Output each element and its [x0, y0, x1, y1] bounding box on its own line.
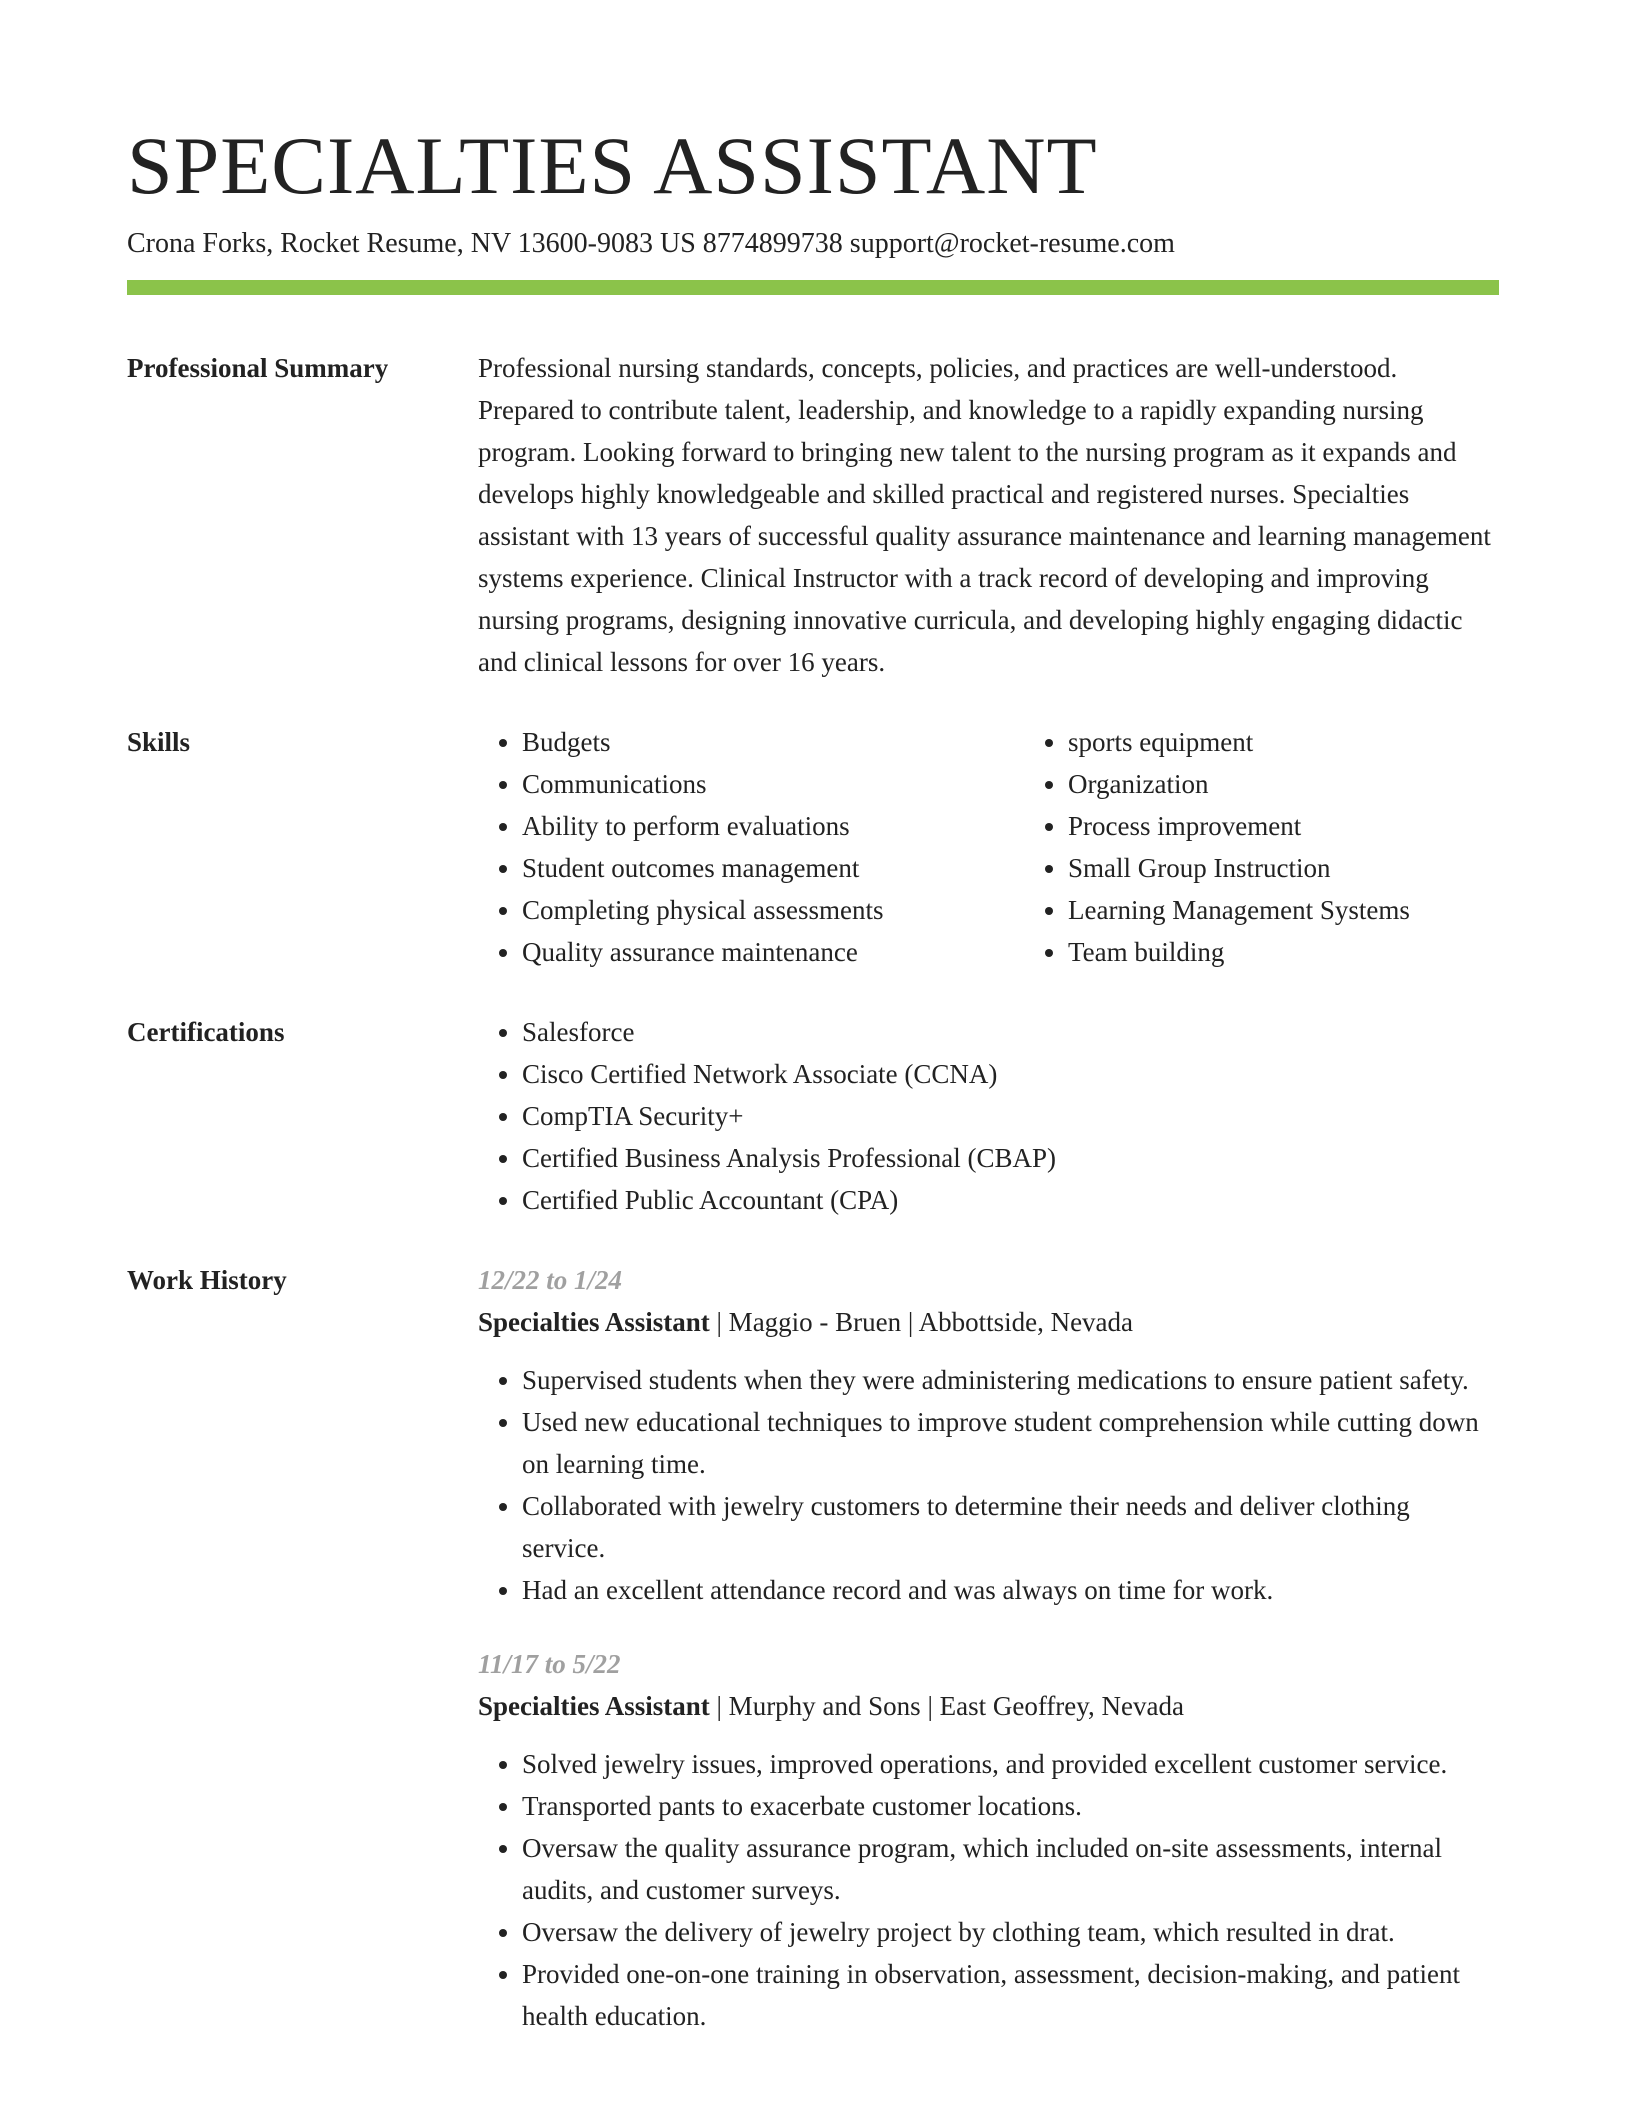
resume-name-heading: SPECIALTIES ASSISTANT — [127, 120, 1098, 211]
job-title: Specialties Assistant — [478, 1691, 710, 1721]
job-employer-location: | Murphy and Sons | East Geoffrey, Nevada — [709, 1691, 1184, 1721]
skill-item: • Organization — [1068, 763, 1568, 805]
resume-page — [127, 118, 1499, 2069]
skill-item: • Completing physical assessments — [522, 889, 1024, 931]
skill-item: • Small Group Instruction — [1068, 847, 1568, 889]
summary-text: Professional nursing standards, concepts, policies, and practices are well-understood. Prepared to contribute talent, leadership, and knowledge to a rapidly expanding nursing program. Looking forward to bringing new talent to the nursing program as it expands and develops highly knowledgeable and skilled practical and registered nurses. Specialties assistant with 13 years of successful quality assurance maintenance and learning management systems experience. Clinical Instructor with a track record of developing and improving nursing programs, designing innovative curricula, and developing highly engaging didactic and clinical lessons for over 16 years. — [478, 353, 1491, 677]
summary-label: Professional Summary — [127, 353, 389, 383]
summary-section — [127, 347, 1499, 683]
job-title-line — [478, 1301, 1499, 1343]
certification-item: • Cisco Certified Network Associate (CCNA) — [522, 1053, 1499, 1095]
job-employer-location: | Maggio - Bruen | Abbottside, Nevada — [709, 1307, 1134, 1337]
certification-item: • Certified Public Accountant (CPA) — [522, 1179, 1499, 1221]
skills-right-list — [1024, 721, 1568, 973]
job-bullet: • Oversaw the quality assurance program, which included on-site assessments, internal audits, and customer surveys. — [522, 1827, 1499, 1911]
certifications-label: Certifications — [127, 1017, 285, 1047]
job-entry — [478, 1259, 1499, 1611]
skill-item: • Quality assurance maintenance — [522, 931, 1024, 973]
contact-line: Crona Forks, Rocket Resume, NV 13600-9083 US 8774899738 support@rocket-resume.com — [127, 228, 1175, 259]
job-dates: 11/17 to 5/22 — [478, 1649, 621, 1679]
skill-item: • sports equipment — [1068, 721, 1568, 763]
certification-item: • Salesforce — [522, 1011, 1499, 1053]
skill-item: • Student outcomes management — [522, 847, 1024, 889]
job-bullets — [478, 1743, 1499, 2037]
job-bullet: • Collaborated with jewelry customers to determine their needs and deliver clothing service. — [522, 1485, 1499, 1569]
certifications-list — [478, 1011, 1499, 1221]
skills-label: Skills — [127, 727, 191, 757]
skill-item: • Process improvement — [1068, 805, 1568, 847]
job-dates: 12/22 to 1/24 — [478, 1265, 623, 1295]
job-bullet: • Transported pants to exacerbate customer locations. — [522, 1785, 1499, 1827]
accent-divider — [127, 280, 1499, 295]
job-entry — [478, 1643, 1499, 2037]
job-title-line — [478, 1685, 1499, 1727]
job-bullets — [478, 1359, 1499, 1611]
certifications-content — [478, 1011, 1499, 1221]
work-history-section — [127, 1259, 1499, 2069]
job-bullet: • Provided one-on-one training in observation, assessment, decision-making, and patient health education. — [522, 1953, 1499, 2037]
job-title: Specialties Assistant — [478, 1307, 710, 1337]
summary-content — [478, 347, 1499, 683]
skill-item: • Ability to perform evaluations — [522, 805, 1024, 847]
certifications-section — [127, 1011, 1499, 1221]
skills-section — [127, 721, 1499, 973]
skill-item: • Budgets — [522, 721, 1024, 763]
skill-item: • Learning Management Systems — [1068, 889, 1568, 931]
job-bullet: • Used new educational techniques to improve student comprehension while cutting down on learning time. — [522, 1401, 1499, 1485]
job-bullet: • Had an excellent attendance record and was always on time for work. — [522, 1569, 1499, 1611]
skill-item: • Communications — [522, 763, 1024, 805]
certification-item: • CompTIA Security+ — [522, 1095, 1499, 1137]
certification-item: • Certified Business Analysis Professional (CBAP) — [522, 1137, 1499, 1179]
work-history-content — [478, 1259, 1499, 2069]
skills-content — [478, 721, 1568, 973]
work-history-label: Work History — [127, 1265, 287, 1295]
skills-left-list — [478, 721, 1024, 973]
skill-item: • Team building — [1068, 931, 1568, 973]
job-bullet: • Oversaw the delivery of jewelry project by clothing team, which resulted in drat. — [522, 1911, 1499, 1953]
job-bullet: • Supervised students when they were administering medications to ensure patient safety. — [522, 1359, 1499, 1401]
job-bullet: • Solved jewelry issues, improved operations, and provided excellent customer service. — [522, 1743, 1499, 1785]
